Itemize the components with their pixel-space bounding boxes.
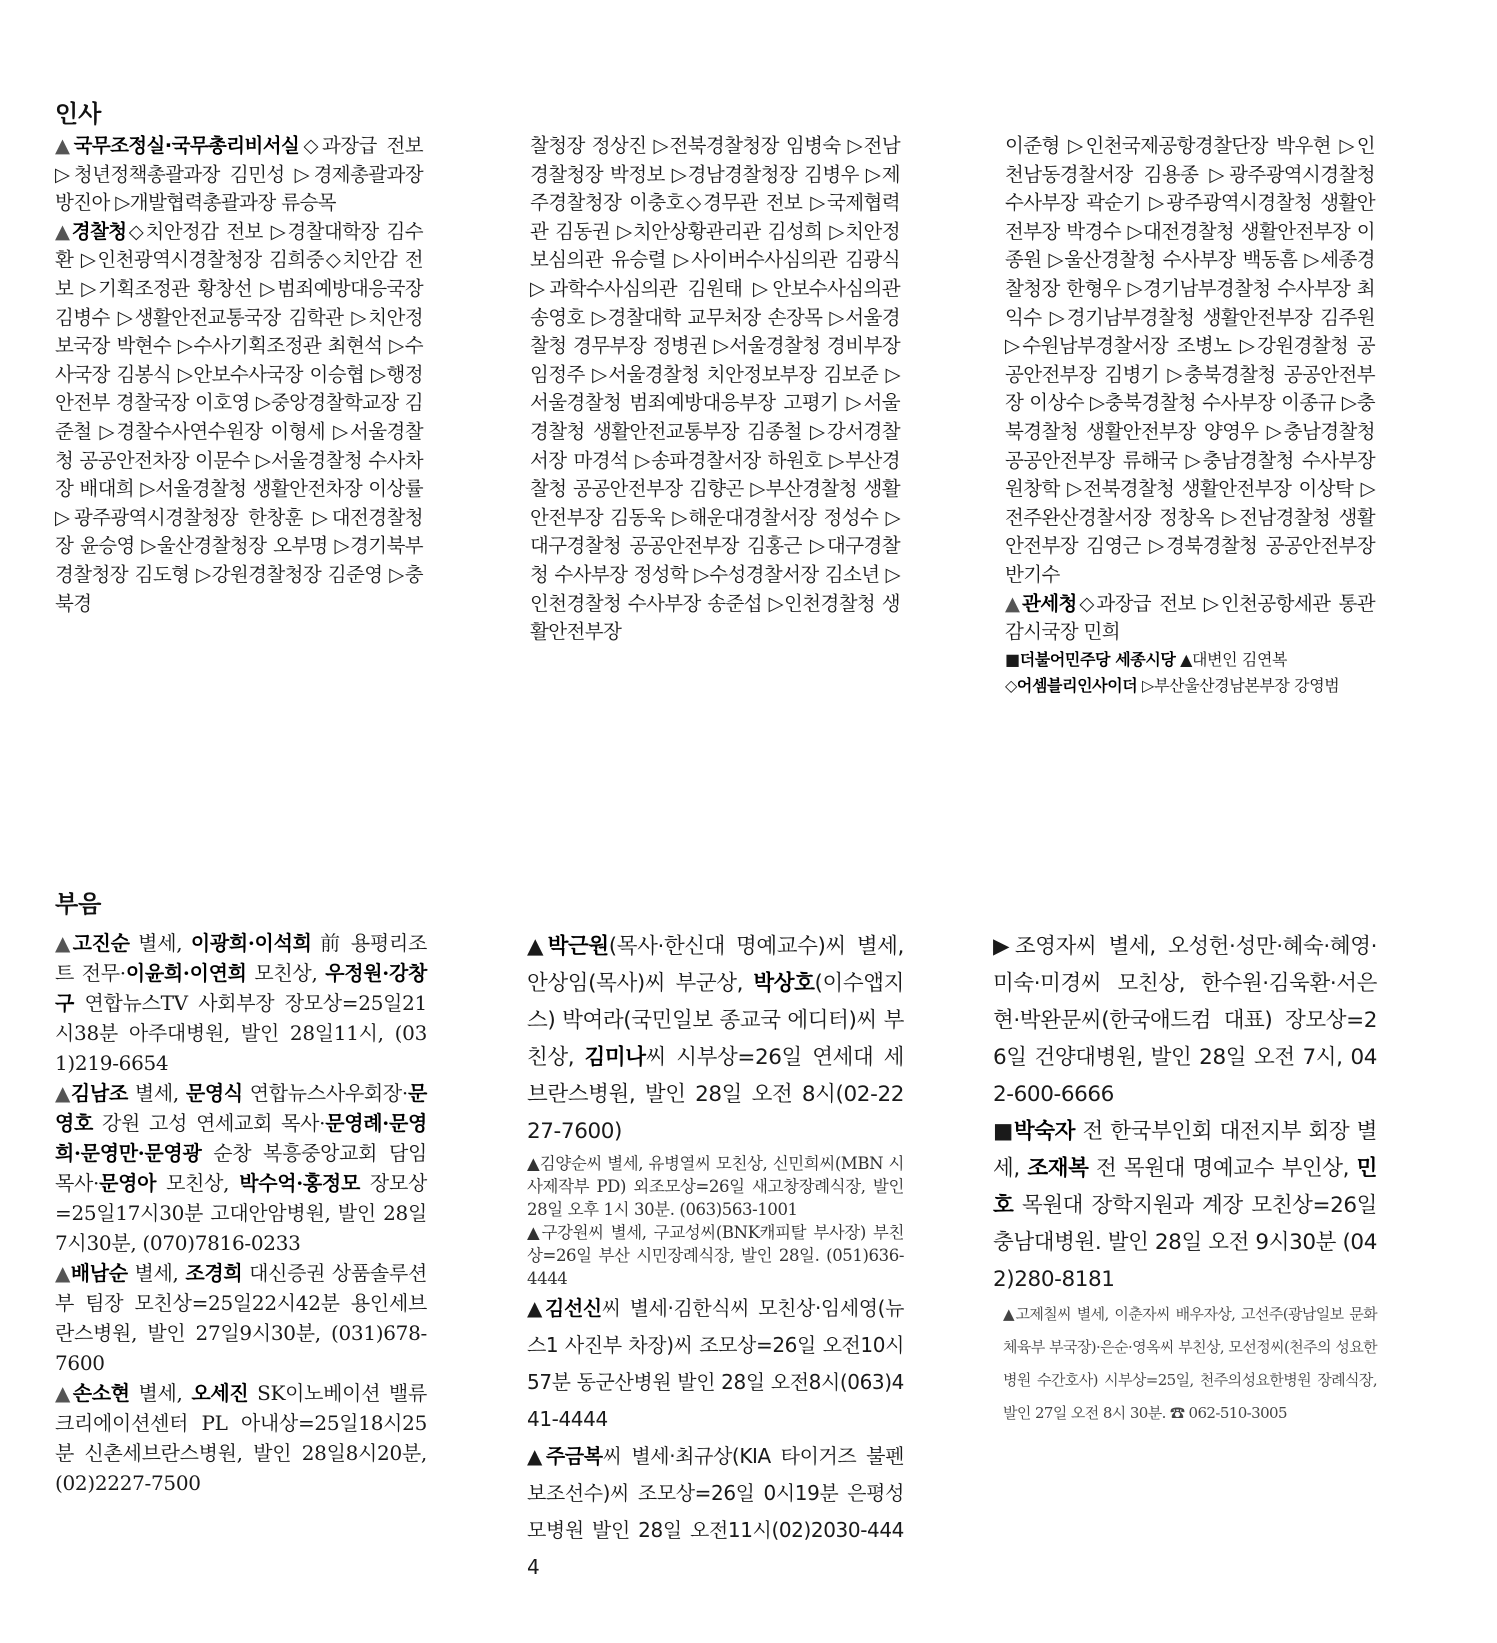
insa-column-3 (1005, 132, 1375, 699)
bugo-entry-1: ▲고진순 별세, 이광희·이석희 前 용평리조트 전무·이윤희·이연희 모친상, 우정원·강창구 연합뉴스TV 사회부장 장모상=25일21시38분 아주대병원, 발인 28일11시, (031)219-6654 (55, 931, 427, 1075)
bugo-entry-7: ▲구강원씨 별세, 구교성씨(BNK캐피탈 부사장) 부친상=26일 부산 시민장례식장, 발인 28일. (051)636-4444 (527, 1223, 904, 1288)
bugo-entry-9: ▲주금복씨 별세·최규상(KIA 타이거즈 불펜 보조선수)씨 조모상=26일 0시19분 은평성모병원 발인 28일 오전11시(02)2030-4444 (527, 1444, 904, 1579)
bugo-entry-3: ▲배남순 별세, 조경희 대신증권 상품솔루션부 팀장 모친상=25일22시42분 용인세브란스병원, 발인 27일9시30분, (031)678-7600 (55, 1261, 427, 1375)
insa-entry-customs: ▲관세청◇과장급 전보 ▷인천공항세관 통관감시국장 민희 (1005, 591, 1375, 644)
bugo-entry-12: ▲고제칠씨 별세, 이춘자씨 배우자상, 고선주(광남일보 문화체육부 부국장)·은순·영옥씨 부친상, 모선정씨(천주의 성요한병원 수간호사) 시부상=25일, 천주의성요한병원 장례식장, 발인 27일 오전 8시 30분. ☎ 062-510-3005 (1003, 1305, 1377, 1422)
bugo-entry-8: ▲김선신씨 별세·김한식씨 모친상·임세영(뉴스1 사진부 차장)씨 조모상=26일 오전10시57분 동군산병원 발인 28일 오전8시(063)441-4444 (527, 1296, 904, 1431)
bugo-title: 부음 (55, 890, 102, 918)
bugo-column-2 (527, 928, 904, 1586)
insa-entry-assembly: ◇어셈블리인사이더 ▷부산울산경남본부장 강영범 (1005, 675, 1340, 695)
insa-entry-party: ■더불어민주당 세종시당 ▲대변인 김연복 (1005, 649, 1288, 669)
insa-entry-pmo: ▲국무조정실·국무총리비서실◇과장급 전보 ▷청년정책총괄과장 김민성 ▷경제총괄과장 방진아 ▷개발협력총괄과장 류승목 (55, 134, 423, 215)
insa-column-2 (530, 132, 900, 647)
bugo-entry-5: ▲박근원(목사·한신대 명예교수)씨 별세, 안상임(목사)씨 부군상, 박상호(이수앱지스) 박여라(국민일보 종교국 에디터)씨 부친상, 김미나씨 시부상=26일 연세대 세브란스병원, 발인 28일 오전 8시(02-2227-7600) (527, 934, 904, 1144)
bugo-entry-2: ▲김남조 별세, 문영식 연합뉴스사우회장·문영호 강원 고성 연세교회 목사·문영례·문영희·문영만·문영광 순창 복흥중앙교회 담임목사·문영아 모친상, 박수억·홍정모 장모상=25일17시30분 고대안암병원, 발인 28일7시30분, (070)7816-0233 (55, 1081, 427, 1255)
insa-entry-police-cont2: 이준형 ▷인천국제공항경찰단장 박우현 ▷인천남동경찰서장 김용종 ▷광주광역시경찰청 수사부장 곽순기 ▷광주광역시경찰청 생활안전부장 박경수 ▷대전경찰청 생활안전부장 이종원 ▷울산경찰청 수사부장 백동흠 ▷세종경찰청장 한형우 ▷경기남부경찰청 수사부장 최익수 ▷경기남부경찰청 생활안전부장 김주원 ▷수원남부경찰서장 조병노 ▷강원경찰청 공공안전부장 김병기 ▷충북경찰청 공공안전부장 이상수 ▷충북경찰청 수사부장 이종규 ▷충북경찰청 생활안전부장 양영우 ▷충남경찰청 공공안전부장 류해국 ▷충남경찰청 수사부장 원창학 ▷전북경찰청 생활안전부장 이상탁 ▷전주완산경찰서장 정창옥 ▷전남경찰청 생활안전부장 김영근 ▷경북경찰청 공공안전부장 반기수 (1005, 134, 1375, 586)
bugo-entry-4: ▲손소현 별세, 오세진 SK이노베이션 밸류크리에이션센터 PL 아내상=25일18시25분 신촌세브란스병원, 발인 28일8시20분, (02)2227-7500 (55, 1381, 427, 1495)
bugo-entry-10: ▶조영자씨 별세, 오성헌·성만·혜숙·혜영·미숙·미경씨 모친상, 한수원·김욱환·서은현·박완문씨(한국애드컴 대표) 장모상=26일 건양대병원, 발인 28일 오전 7시, 042-600-6666 (993, 934, 1378, 1107)
insa-entry-police-cont: 찰청장 정상진 ▷전북경찰청장 임병숙 ▷전남경찰청장 박정보 ▷경남경찰청장 김병우 ▷제주경찰청장 이충호◇경무관 전보 ▷국제협력관 김동권 ▷치안상황관리관 김성희 ▷치안정보심의관 유승렬 ▷사이버수사심의관 김광식 ▷과학수사심의관 김원태 ▷안보수사심의관 송영호 ▷경찰대학 교무처장 손장목 ▷서울경찰청 경무부장 정병권 ▷서울경찰청 경비부장 임정주 ▷서울경찰청 치안정보부장 김보준 ▷서울경찰청 범죄예방대응부장 고평기 ▷서울경찰청 생활안전교통부장 김종철 ▷강서경찰서장 마경석 ▷송파경찰서장 하원호 ▷부산경찰청 공공안전부장 김향곤 ▷부산경찰청 생활안전부장 김동욱 ▷해운대경찰서장 정성수 ▷대구경찰청 공공안전부장 김홍근 ▷대구경찰청 수사부장 정성학 ▷수성경찰서장 김소년 ▷인천경찰청 수사부장 송준섭 ▷인천경찰청 생활안전부장 (530, 134, 900, 644)
bugo-column-1 (55, 928, 427, 1498)
insa-column-1 (55, 132, 423, 618)
bugo-column-3 (993, 928, 1377, 1430)
insa-title: 인사 (55, 100, 102, 128)
bugo-entry-6: ▲김양순씨 별세, 유병열씨 모친상, 신민희씨(MBN 시사제작부 PD) 외조모상=26일 새고창장례식장, 발인 28일 오후 1시 30분. (063)563-1001 (527, 1154, 904, 1219)
insa-entry-police: ▲경찰청◇치안정감 전보 ▷경찰대학장 김수환 ▷인천광역시경찰청장 김희중◇치안감 전보 ▷기획조정관 황창선 ▷범죄예방대응국장 김병수 ▷생활안전교통국장 김학관 ▷치안정보국장 박현수 ▷수사기획조정관 최현석 ▷수사국장 김봉식 ▷안보수사국장 이승협 ▷행정안전부 경찰국장 이호영 ▷중앙경찰학교장 김준철 ▷경찰수사연수원장 이형세 ▷서울경찰청 공공안전차장 이문수 ▷서울경찰청 수사차장 배대희 ▷서울경찰청 생활안전차장 이상률 ▷광주광역시경찰청장 한창훈 ▷대전경찰청장 윤승영 ▷울산경찰청장 오부명 ▷경기북부경찰청장 김도형 ▷강원경찰청장 김준영 ▷충북경 (55, 219, 423, 615)
bugo-entry-11: ■박숙자 전 한국부인회 대전지부 회장 별세, 조재복 전 목원대 명예교수 부인상, 민호 목원대 장학지원과 계장 모친상=26일 충남대병원. 발인 28일 오전 9시30분 (042)280-8181 (993, 1119, 1377, 1292)
